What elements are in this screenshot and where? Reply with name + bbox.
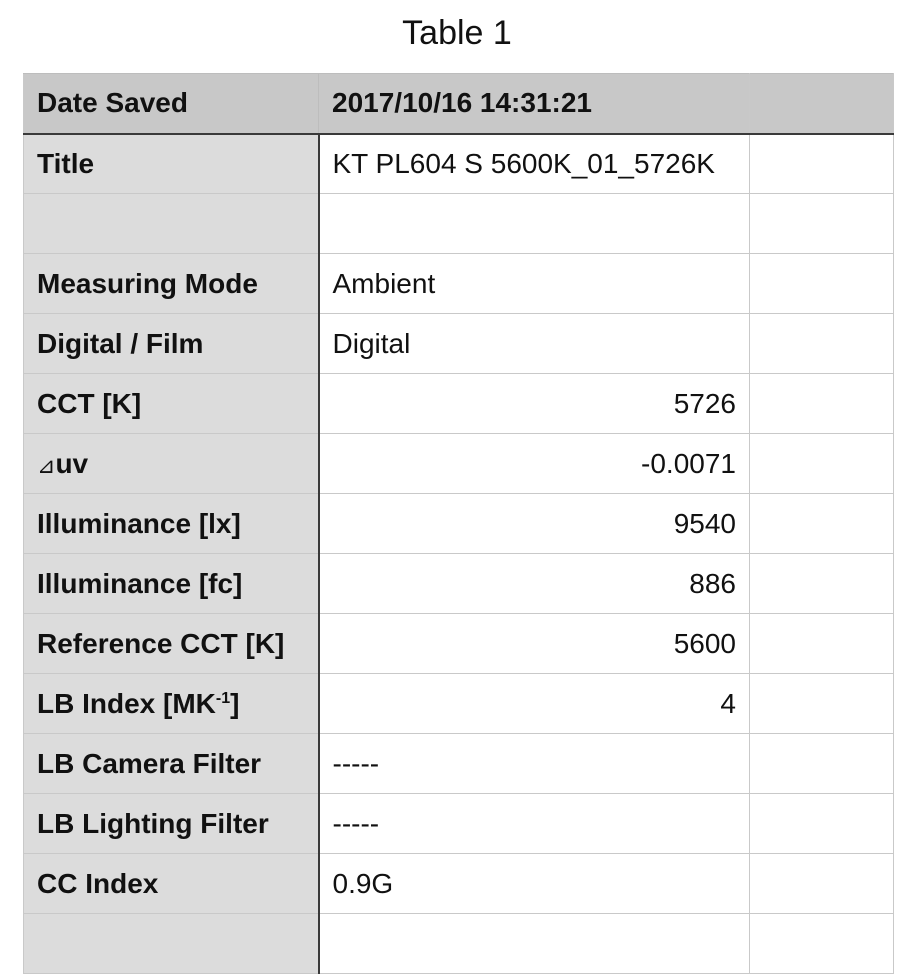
- table-row: [24, 194, 894, 254]
- table-row: [24, 854, 894, 914]
- header-row: [24, 74, 894, 134]
- table-row: [24, 614, 894, 674]
- empty-cell[interactable]: [750, 554, 894, 614]
- row-value-cell[interactable]: [319, 914, 750, 974]
- table-row: [24, 134, 894, 194]
- table-row: [24, 494, 894, 554]
- row-label-cell[interactable]: Illuminance [lx]: [24, 494, 319, 554]
- empty-cell[interactable]: [750, 914, 894, 974]
- row-value-cell[interactable]: -----: [319, 794, 750, 854]
- empty-cell[interactable]: [750, 374, 894, 434]
- delta-symbol: ⊿: [37, 452, 56, 478]
- empty-cell[interactable]: [750, 854, 894, 914]
- empty-cell[interactable]: [750, 674, 894, 734]
- row-label-cell[interactable]: [24, 914, 319, 974]
- table-caption: Table 1: [402, 14, 512, 52]
- table-row: [24, 734, 894, 794]
- row-label-cell[interactable]: [24, 674, 319, 734]
- header-value-cell[interactable]: 2017/10/16 14:31:21: [319, 74, 750, 134]
- data-table: [23, 73, 894, 974]
- table-row: [24, 554, 894, 614]
- row-label-suffix: ]: [230, 687, 240, 719]
- row-label-cell[interactable]: [24, 434, 319, 494]
- empty-cell[interactable]: [750, 614, 894, 674]
- empty-cell[interactable]: [750, 794, 894, 854]
- row-value-cell[interactable]: KT PL604 S 5600K_01_5726K: [319, 134, 750, 194]
- row-value-cell[interactable]: 5726: [319, 374, 750, 434]
- table-row: [24, 434, 894, 494]
- row-label-text: LB Index [MK: [37, 687, 216, 719]
- table-row: [24, 794, 894, 854]
- empty-cell[interactable]: [750, 194, 894, 254]
- row-label-cell[interactable]: [24, 194, 319, 254]
- row-label-cell[interactable]: LB Lighting Filter: [24, 794, 319, 854]
- superscript: -1: [215, 689, 231, 707]
- row-value-cell[interactable]: Digital: [319, 314, 750, 374]
- table-row: [24, 914, 894, 974]
- row-value-cell[interactable]: [319, 194, 750, 254]
- table-row: [24, 254, 894, 314]
- row-label-cell[interactable]: LB Camera Filter: [24, 734, 319, 794]
- empty-cell[interactable]: [750, 134, 894, 194]
- header-label-cell[interactable]: Date Saved: [24, 74, 319, 134]
- row-label-cell[interactable]: Illuminance [fc]: [24, 554, 319, 614]
- row-value-cell[interactable]: -0.0071: [319, 434, 750, 494]
- row-value-cell[interactable]: 4: [319, 674, 750, 734]
- row-label-cell[interactable]: Title: [24, 134, 319, 194]
- row-label-cell[interactable]: CCT [K]: [24, 374, 319, 434]
- row-label-text: uv: [55, 447, 89, 479]
- row-value-cell[interactable]: 9540: [319, 494, 750, 554]
- row-value-cell[interactable]: 0.9G: [319, 854, 750, 914]
- empty-cell[interactable]: [750, 494, 894, 554]
- empty-cell[interactable]: [750, 734, 894, 794]
- row-label-cell[interactable]: Digital / Film: [24, 314, 319, 374]
- row-value-cell[interactable]: 5600: [319, 614, 750, 674]
- table-row: [24, 674, 894, 734]
- table-row: [24, 374, 894, 434]
- row-value-cell[interactable]: -----: [319, 734, 750, 794]
- row-label-cell[interactable]: Measuring Mode: [24, 254, 319, 314]
- table-row: [24, 314, 894, 374]
- empty-cell[interactable]: [750, 314, 894, 374]
- empty-cell[interactable]: [750, 74, 894, 134]
- row-value-cell[interactable]: Ambient: [319, 254, 750, 314]
- empty-cell[interactable]: [750, 254, 894, 314]
- empty-cell[interactable]: [750, 434, 894, 494]
- row-label-cell[interactable]: CC Index: [24, 854, 319, 914]
- row-label-cell[interactable]: Reference CCT [K]: [24, 614, 319, 674]
- row-value-cell[interactable]: 886: [319, 554, 750, 614]
